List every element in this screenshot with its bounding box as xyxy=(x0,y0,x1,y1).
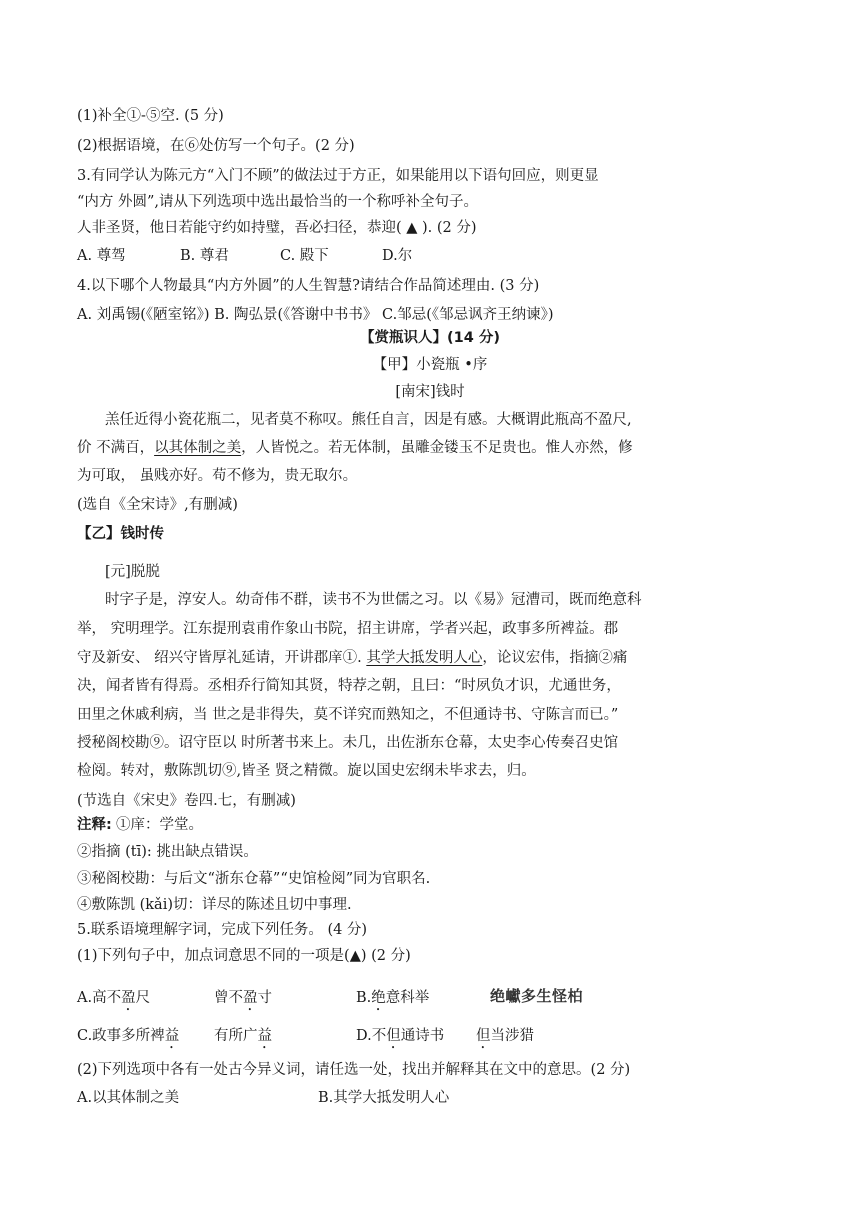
q5-option-c-compare xyxy=(214,1026,272,1052)
question-1-instruction: (1)补全①-⑤空. (5 分) xyxy=(77,108,224,124)
q5-option-a-compare xyxy=(214,988,272,1014)
passage-jia-title: 【甲】小瓷瓶 •序 xyxy=(372,357,488,373)
yi-underlined-phrase: 其学大抵发明人心 xyxy=(366,650,483,666)
q5-a-post: 尺 xyxy=(135,990,151,1006)
q5-option-b xyxy=(356,988,429,1014)
yi-line-6: 授秘阁校勘⑨。诏守臣以 时所著书来上。未几，出佐浙东仓幕，太史李心传奏召史馆 xyxy=(77,735,619,751)
q5-c-dotted: 益 xyxy=(164,1028,180,1044)
q5-a2-dotted: 盈 xyxy=(243,990,258,1006)
yi-line-3-end: ，论议宏伟，指摘②痛 xyxy=(482,650,628,666)
jia-paragraph-line-1: 羔任近得小瓷花瓶二，见者莫不称叹。熊任自言，因是有感。大概谓此瓶高不盈尺, xyxy=(105,412,632,428)
q3-line-2: “内方 外圆”,请从下列选项中选出最恰当的一个称呼补全句子。 xyxy=(77,194,479,210)
q4-options: A. 刘禹锡(《陋室铭》) B. 陶弘景(《答谢中书书》 C.邹忌(《邹忌讽齐王纳谏》) xyxy=(77,307,554,323)
q5-b-pre: B. xyxy=(356,990,372,1006)
q5-sub-2-option-a: A.以其体制之美 xyxy=(77,1090,180,1106)
jia-underlined-phrase: 以其体制之美 xyxy=(154,440,242,456)
q5-a-dotted: 盈 xyxy=(121,990,136,1006)
q3-option-a: A. 尊驾 xyxy=(77,248,126,264)
q5-d-pre: D.不 xyxy=(356,1028,387,1044)
yi-line-3-start: 守及新安、 绍兴守皆厚礼延请，开讲郡庠①. xyxy=(77,650,367,666)
yi-source: (节选自《宋史》卷四.七，有删减) xyxy=(77,793,296,809)
q5-a2-pre: 曾不 xyxy=(214,990,243,1006)
jia-line-2-end: ，人皆悦之。若无体制，虽雕金镂玉不足贵也。惟人亦然，修 xyxy=(241,440,633,456)
note-3: ③秘阁校勘：与后文“浙东仓幕”“史馆检阅”同为官职名. xyxy=(77,871,431,887)
jia-paragraph-line-2 xyxy=(77,438,633,458)
q5-d2-post: 当涉猎 xyxy=(490,1028,534,1044)
q5-a2-post: 寸 xyxy=(257,990,272,1006)
q5-line-1: 5.联系语境理解字词，完成下列任务。 (4 分) xyxy=(77,922,368,938)
q5-b-dotted: 绝 xyxy=(371,990,386,1006)
q5-option-d xyxy=(356,1026,444,1052)
jia-paragraph-line-3: 为可取， 虽贱亦好。苟不修为，贵无取尔。 xyxy=(77,468,358,484)
q5-a-pre: A.高不 xyxy=(77,990,122,1006)
question-2-instruction: (2)根据语境，在⑥处仿写一个句子。(2 分) xyxy=(77,138,355,154)
q5-c2-pre: 有所广 xyxy=(214,1028,258,1044)
q5-b-post: 意科举 xyxy=(385,990,430,1006)
q5-sub-1: (1)下列句子中，加点词意思不同的一项是(▲) (2 分) xyxy=(77,948,411,964)
yi-line-2: 举， 究明理学。江东提刑袁甫作象山书院，招主讲席，学者兴起，政事多所裨益。郡 xyxy=(77,621,619,637)
yi-line-3 xyxy=(77,648,627,668)
q3-option-c: C. 殿下 xyxy=(280,248,329,264)
jia-source: (选自《全宋诗》,有删减) xyxy=(77,497,238,513)
q5-c2-dotted: 益 xyxy=(257,1028,272,1044)
note-4: ④敷陈凯 (kǎi)切：详尽的陈述且切中事理. xyxy=(77,897,352,913)
passage-yi-title: 【乙】钱时传 xyxy=(77,526,164,542)
q3-line-3: 人非圣贤，他日若能守约如持璧，吾必扫径，恭迎( ▲ ). (2 分) xyxy=(77,220,477,236)
passage-jia-author: [南宋]钱时 xyxy=(395,384,465,400)
q5-d2-dotted: 但 xyxy=(476,1028,491,1044)
yi-line-5: 田里之休戚利病，当 世之是非得失，莫不详究而熟知之，不但通诗书、守陈言而已。” xyxy=(77,707,619,723)
yi-line-4: 决，闻者皆有得焉。丞相乔行简知其贤，特荐之朝，且曰：“时夙负才识，尤通世务， xyxy=(77,678,621,694)
yi-line-7: 检阅。转对，敷陈凯切⑨,皆圣 贤之精微。旋以国史宏纲未毕求去，归。 xyxy=(77,763,536,779)
yi-line-1: 时字子是，淳安人。幼奇伟不群，读书不为世儒之习。以《易》冠漕司，既而绝意科 xyxy=(105,592,642,608)
q3-option-b: B. 尊君 xyxy=(180,248,229,264)
q3-option-d: D.尔 xyxy=(382,248,413,264)
q5-option-c xyxy=(77,1026,179,1052)
q5-sub-2: (2)下列选项中各有一处古今异义词，请任选一处，找出并解释其在文中的意思。(2 分) xyxy=(77,1062,631,1078)
q5-d-dotted: 但 xyxy=(386,1028,401,1044)
note-2: ②指摘 (tī): 挑出缺点错误。 xyxy=(77,844,258,860)
jia-line-2-start: 价 不满百， xyxy=(77,440,155,456)
q5-sub-2-option-b: B.其学大抵发明人心 xyxy=(318,1090,450,1106)
q5-option-b-compare-stamp: 绝巘多生怪柏 xyxy=(490,987,584,1005)
q5-option-d-compare xyxy=(476,1026,534,1052)
notes-label: 注释: xyxy=(77,817,112,833)
q5-option-a xyxy=(77,988,150,1014)
note-1: ①庠：学堂。 xyxy=(116,817,203,833)
section-title: 【赏瓶识人】(14 分) xyxy=(360,330,500,346)
q4-line-1: 4.以下哪个人物最具“内方外圆”的人生智慧?请结合作品简述理由. (3 分) xyxy=(77,278,540,294)
q3-line-1: 3.有同学认为陈元方“入门不顾”的做法过于方正，如果能用以下语句回应，则更显 xyxy=(77,168,599,184)
q5-c-pre: C.政事多所裨 xyxy=(77,1028,165,1044)
q5-d-post: 通诗书 xyxy=(400,1028,445,1044)
passage-yi-author: [元]脱脱 xyxy=(105,564,160,580)
